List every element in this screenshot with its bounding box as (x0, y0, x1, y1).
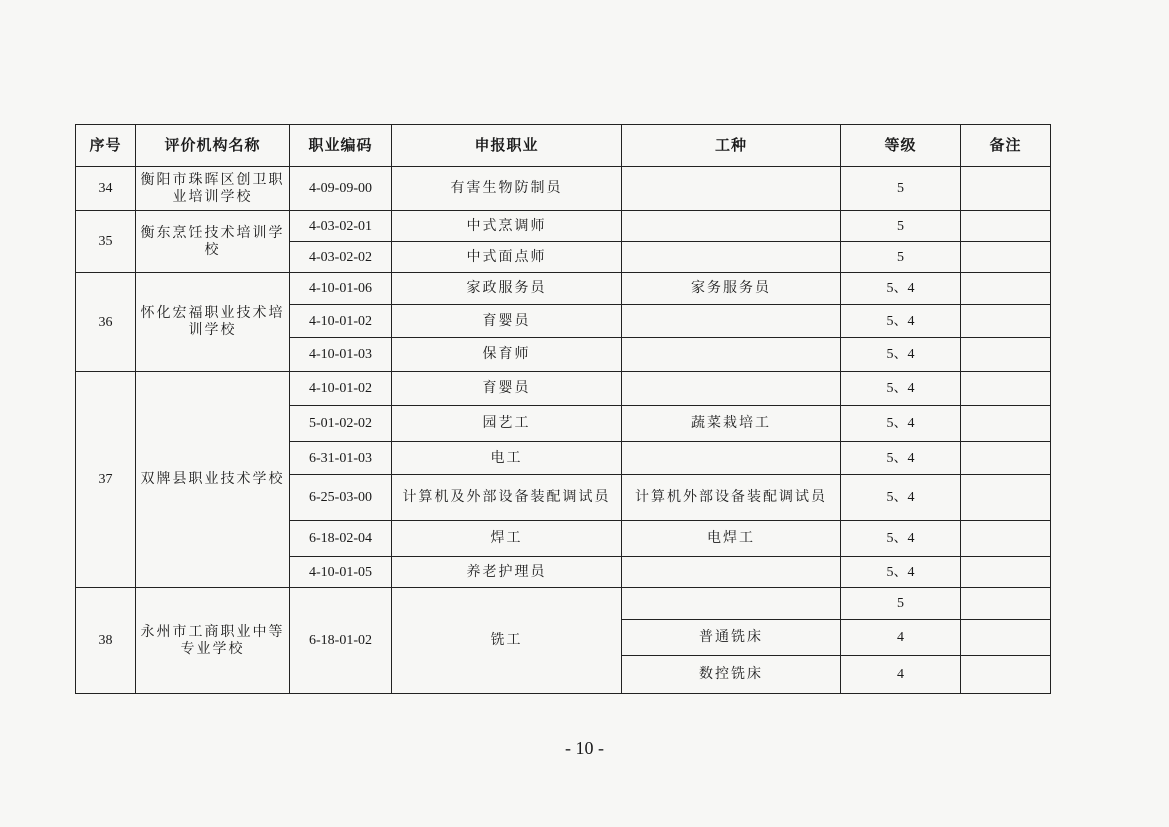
level-cell: 5、4 (841, 273, 961, 305)
occupation-cell: 焊工 (392, 521, 622, 557)
page-number: - 10 - (565, 738, 604, 758)
type-cell (622, 588, 841, 620)
note-cell (961, 588, 1051, 620)
header-org: 评价机构名称 (136, 125, 290, 167)
code-cell: 4-09-09-00 (290, 167, 392, 211)
occupation-cell: 计算机及外部设备装配调试员 (392, 475, 622, 521)
level-cell: 5、4 (841, 475, 961, 521)
note-cell (961, 656, 1051, 694)
table-row (76, 372, 1051, 406)
code-cell: 6-31-01-03 (290, 442, 392, 475)
note-cell (961, 475, 1051, 521)
occupation-cell: 育婴员 (392, 305, 622, 338)
level-cell: 5、4 (841, 305, 961, 338)
code-cell: 4-10-01-02 (290, 372, 392, 406)
table-row (76, 167, 1051, 211)
code-cell: 6-18-02-04 (290, 521, 392, 557)
occupation-cell: 中式面点师 (392, 242, 622, 273)
occupation-cell: 中式烹调师 (392, 211, 622, 242)
type-cell (622, 557, 841, 588)
code-cell: 6-18-01-02 (290, 588, 392, 694)
seq-cell: 36 (76, 273, 136, 372)
header-seq: 序号 (76, 125, 136, 167)
type-cell (622, 305, 841, 338)
note-cell (961, 442, 1051, 475)
level-cell: 5、4 (841, 521, 961, 557)
table-row (76, 273, 1051, 305)
note-cell (961, 273, 1051, 305)
org-cell: 衡阳市珠晖区创卫职业培训学校 (136, 167, 290, 211)
table-header-row (76, 125, 1051, 167)
org-cell: 怀化宏福职业技术培训学校 (136, 273, 290, 372)
note-cell (961, 372, 1051, 406)
code-cell: 4-10-01-03 (290, 338, 392, 372)
level-cell: 5、4 (841, 372, 961, 406)
type-cell (622, 211, 841, 242)
level-cell: 5 (841, 167, 961, 211)
note-cell (961, 338, 1051, 372)
occupation-cell: 铣工 (392, 588, 622, 694)
type-cell: 计算机外部设备装配调试员 (622, 475, 841, 521)
level-cell: 5、4 (841, 557, 961, 588)
type-cell: 数控铣床 (622, 656, 841, 694)
type-cell (622, 442, 841, 475)
note-cell (961, 406, 1051, 442)
occupation-cell: 保育师 (392, 338, 622, 372)
seq-cell: 37 (76, 372, 136, 588)
code-cell: 6-25-03-00 (290, 475, 392, 521)
code-cell: 4-10-01-05 (290, 557, 392, 588)
type-cell (622, 242, 841, 273)
note-cell (961, 557, 1051, 588)
occupation-cell: 家政服务员 (392, 273, 622, 305)
type-cell: 家务服务员 (622, 273, 841, 305)
level-cell: 5、4 (841, 406, 961, 442)
note-cell (961, 211, 1051, 242)
note-cell (961, 620, 1051, 656)
seq-cell: 38 (76, 588, 136, 694)
org-cell: 双牌县职业技术学校 (136, 372, 290, 588)
seq-cell: 34 (76, 167, 136, 211)
org-cell: 永州市工商职业中等专业学校 (136, 588, 290, 694)
type-cell (622, 338, 841, 372)
code-cell: 5-01-02-02 (290, 406, 392, 442)
type-cell (622, 372, 841, 406)
occupation-cell: 育婴员 (392, 372, 622, 406)
occupation-cell: 有害生物防制员 (392, 167, 622, 211)
seq-cell: 35 (76, 211, 136, 273)
occupation-cell: 养老护理员 (392, 557, 622, 588)
code-cell: 4-10-01-06 (290, 273, 392, 305)
code-cell: 4-10-01-02 (290, 305, 392, 338)
table-row (76, 211, 1051, 242)
type-cell: 蔬菜栽培工 (622, 406, 841, 442)
level-cell: 4 (841, 656, 961, 694)
level-cell: 5、4 (841, 442, 961, 475)
org-cell: 衡东烹饪技术培训学校 (136, 211, 290, 273)
occupation-cell: 电工 (392, 442, 622, 475)
occupation-table (75, 124, 1051, 694)
level-cell: 4 (841, 620, 961, 656)
note-cell (961, 242, 1051, 273)
table-row (76, 588, 1051, 620)
header-occupation: 申报职业 (392, 125, 622, 167)
level-cell: 5 (841, 242, 961, 273)
note-cell (961, 305, 1051, 338)
code-cell: 4-03-02-01 (290, 211, 392, 242)
header-code: 职业编码 (290, 125, 392, 167)
level-cell: 5、4 (841, 338, 961, 372)
occupation-cell: 园艺工 (392, 406, 622, 442)
header-note: 备注 (961, 125, 1051, 167)
note-cell (961, 167, 1051, 211)
code-cell: 4-03-02-02 (290, 242, 392, 273)
type-cell: 普通铣床 (622, 620, 841, 656)
header-type: 工种 (622, 125, 841, 167)
level-cell: 5 (841, 588, 961, 620)
type-cell: 电焊工 (622, 521, 841, 557)
level-cell: 5 (841, 211, 961, 242)
type-cell (622, 167, 841, 211)
note-cell (961, 521, 1051, 557)
header-level: 等级 (841, 125, 961, 167)
